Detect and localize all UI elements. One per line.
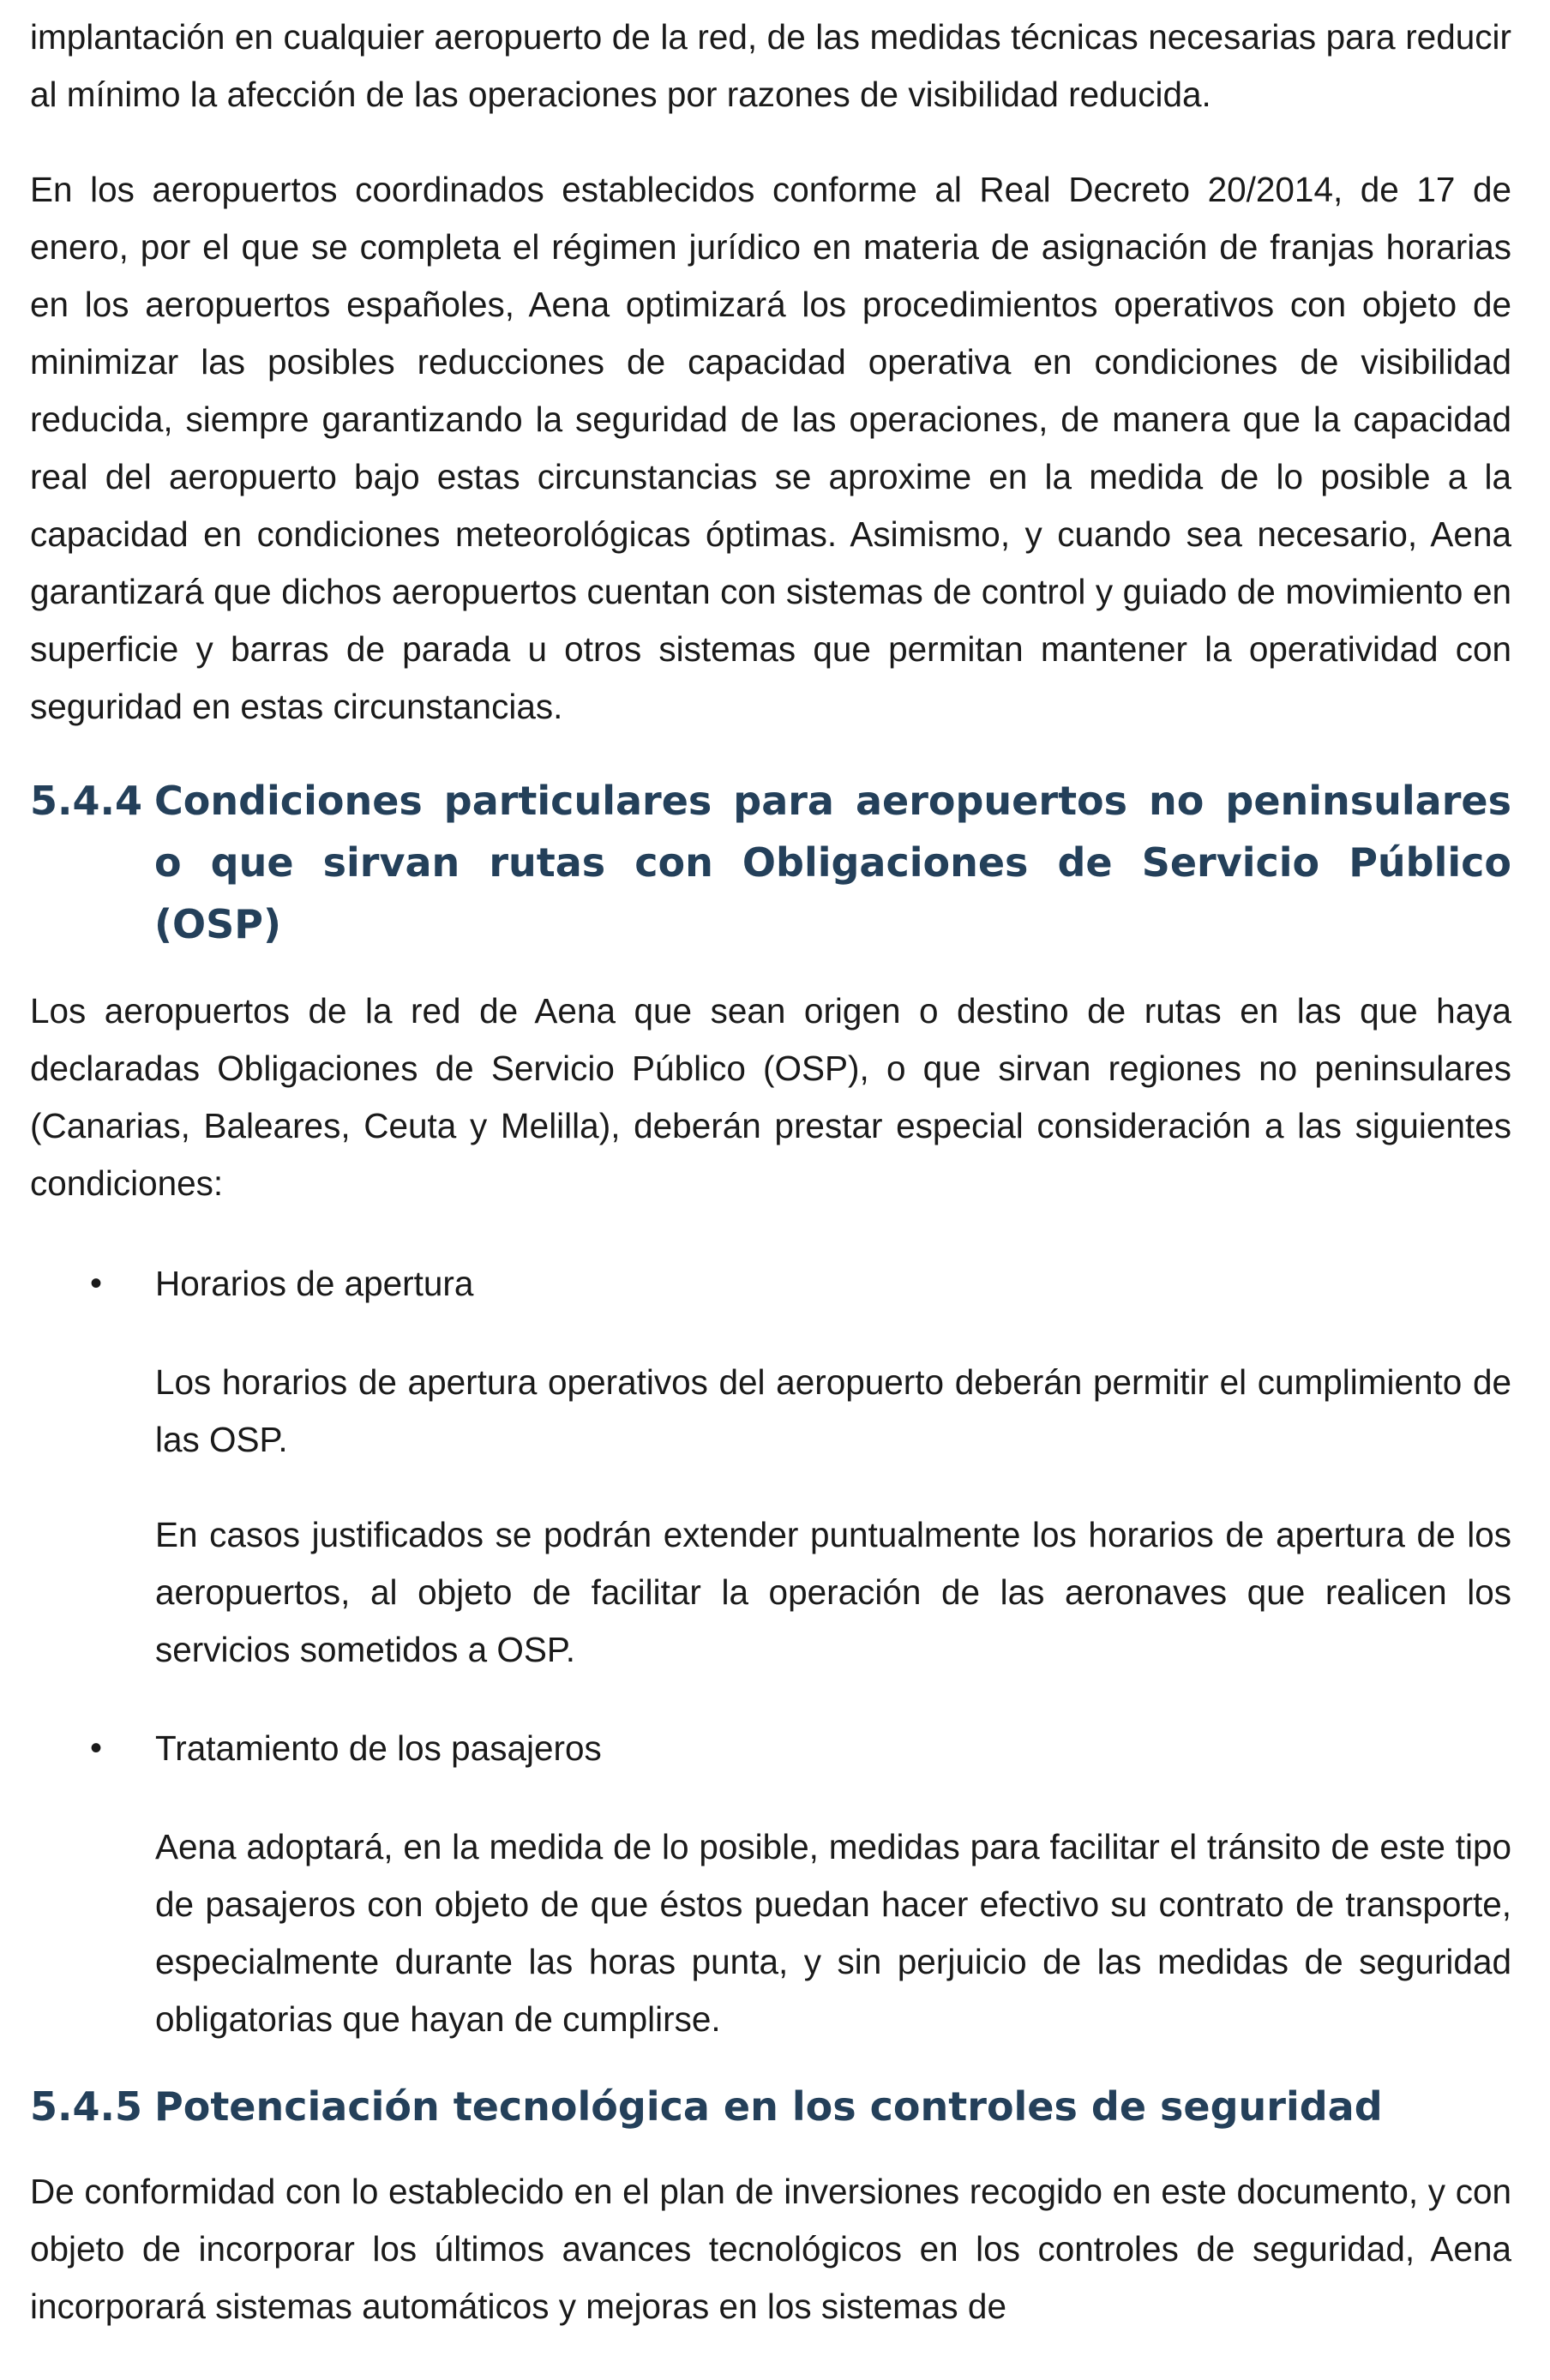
section-number: 5.4.4 (30, 778, 142, 824)
paragraph-visibility-measures: implantación en cualquier aeropuerto de la red, de las medidas técnicas necesarias para reducir al mínimo la afección de las operaciones por razones de visibilidad reducida. (30, 17, 1511, 114)
spacer (30, 955, 1511, 983)
paragraph-opening-hours-osp: Los horarios de apertura operativos del aeropuerto deberán permitir el cumplimiento de las OSP. (155, 1362, 1511, 1459)
section-heading-5-4-4 (30, 770, 1511, 955)
bullet-icon: • (90, 1265, 103, 1302)
list-item-title: Tratamiento de los pasajeros (155, 1728, 602, 1768)
spacer (30, 1313, 1511, 1354)
section-title: Potenciación tecnológica en los controles de seguridad (154, 2083, 1383, 2130)
paragraph-passenger-transit: Aena adoptará, en la medida de lo posible, medidas para facilitar el tránsito de este tipo de pasajeros con objeto de que éstos puedan hacer efectivo su contrato de transporte, especialmente durante las horas punta, y sin perjuicio de las medidas de seguridad obligatorias que hayan de cumplirse. (155, 1827, 1511, 2039)
list-item-title: Horarios de apertura (155, 1264, 474, 1303)
document-page (30, 0, 1511, 2335)
paragraph-security-technology: De conformidad con lo establecido en el plan de inversiones recogido en este documento, y con objeto de incorporar los últimos avances tecnológicos en los controles de seguridad, Aena incorporará sistemas automáticos y mejoras en los sistemas de (30, 2172, 1511, 2326)
paragraph-opening-hours-extension: En casos justificados se podrán extender puntualmente los horarios de apertura de los aeropuertos, al objeto de facilitar la operación de las aeronaves que realicen los servicios sometidos a OSP. (155, 1515, 1511, 1669)
list-item-opening-hours (90, 1255, 1511, 1313)
spacer (30, 2048, 1511, 2076)
bullet-icon: • (90, 1729, 103, 1767)
spacer (30, 2137, 1511, 2163)
list-item-passenger-treatment (90, 1720, 1511, 1777)
spacer (30, 736, 1511, 770)
paragraph-coordinated-airports: En los aeropuertos coordinados establecidos conforme al Real Decreto 20/2014, de 17 de enero, por el que se completa el régimen jurídico en materia de asignación de franjas horarias en los aeropuertos españoles, Aena optimizará los procedimientos operativos con objeto de minimizar las posibles reducciones de capacidad operativa en condiciones de visibilidad reducida, siempre garantizando la seguridad de las operaciones, de manera que la capacidad real del aeropuerto bajo estas circunstancias se aproxime en la medida de lo posible a la capacidad en condiciones meteorológicas óptimas. Asimismo, y cuando sea necesario, Aena garantizará que dichos aeropuertos cuentan con sistemas de control y guiado de movimiento en superficie y barras de parada u otros sistemas que permitan mantener la operatividad con seguridad en estas circunstancias. (30, 170, 1511, 726)
spacer (30, 1212, 1511, 1255)
section-heading-5-4-5 (30, 2076, 1511, 2137)
section-title: Condiciones particulares para aeropuertos no peninsulares o que sirvan rutas con Obligaciones de Servicio Público (OSP) (154, 778, 1511, 947)
spacer (30, 1777, 1511, 1818)
spacer (30, 1469, 1511, 1506)
spacer (30, 123, 1511, 161)
paragraph-osp-airports: Los aeropuertos de la red de Aena que sean origen o destino de rutas en las que haya declaradas Obligaciones de Servicio Público (OSP), o que sirvan regiones no peninsulares (Canarias, Baleares, Ceuta y Melilla), deberán prestar especial consideración a las siguientes condiciones: (30, 991, 1511, 1203)
section-number: 5.4.5 (30, 2083, 142, 2130)
spacer (30, 1679, 1511, 1720)
